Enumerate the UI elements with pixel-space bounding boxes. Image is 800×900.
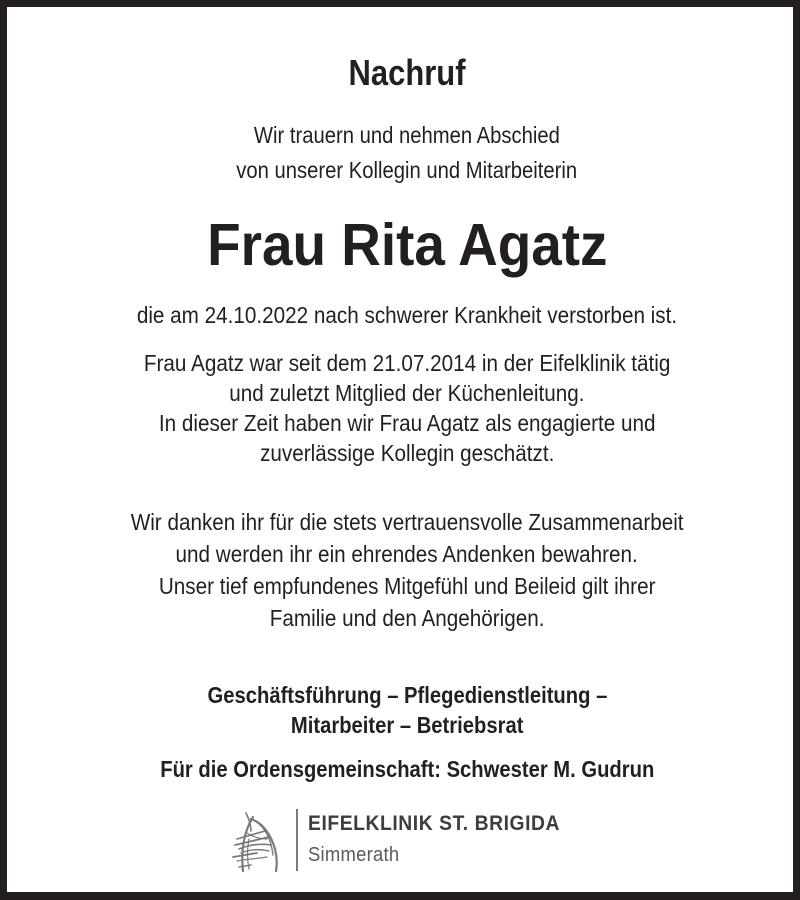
- signatories-line: [7, 680, 800, 710]
- clinic-logo: [229, 807, 589, 875]
- paragraph-2-line: [7, 571, 800, 601]
- order-signature: [7, 754, 800, 784]
- paragraph-2-line-1: Wir danken ihr für die stets vertrauensvolle Zusammenarbeit: [130, 509, 684, 535]
- paragraph-1-line-4: zuverlässige Kollegin geschätzt.: [259, 440, 555, 466]
- paragraph-1-line-2: und zuletzt Mitglied der Küchenleitung.: [229, 380, 585, 406]
- paragraph-1-line-3: In dieser Zeit haben wir Frau Agatz als engagierte und: [158, 410, 656, 436]
- intro-line: [7, 153, 800, 187]
- clinic-city-text: Simmerath: [308, 844, 400, 866]
- intro-line-1: Wir trauern und nehmen Abschied: [253, 122, 561, 148]
- intro-line: [7, 118, 800, 152]
- clinic-brand-text: EIFELKLINIK ST. BRIGIDA: [308, 812, 561, 835]
- death-date-text: die am 24.10.2022 nach schwerer Krankheit verstorben ist.: [136, 302, 678, 328]
- paragraph-2-line: [7, 507, 800, 537]
- signatories-line-2: Mitarbeiter – Betriebsrat: [290, 712, 524, 738]
- signatories-line: [7, 710, 800, 740]
- paragraph-1-line: [7, 378, 800, 408]
- paragraph-2-line: [7, 539, 800, 569]
- intro-line-2: von unserer Kollegin und Mitarbeiterin: [236, 157, 578, 183]
- clinic-brand-name: [308, 811, 582, 837]
- death-date-line: [7, 300, 800, 330]
- signatories-line-1: Geschäftsführung – Pflegedienstleitung –: [207, 682, 607, 708]
- notice-heading: [7, 51, 800, 95]
- paragraph-1-line: [7, 438, 800, 468]
- paragraph-1-line: [7, 348, 800, 378]
- heading-text: Nachruf: [348, 52, 466, 93]
- eifelklinik-arch-logo-icon: [229, 809, 285, 873]
- clinic-city: [308, 842, 407, 868]
- logo-divider: [296, 809, 298, 871]
- paragraph-2-line-4: Familie und den Angehörigen.: [269, 605, 545, 631]
- paragraph-1-line: [7, 408, 800, 438]
- paragraph-2-line-3: Unser tief empfundenes Mitgefühl und Beileid gilt ihrer: [158, 573, 656, 599]
- order-signature-text: Für die Ordensgemeinschaft: Schwester M. Gudrun: [159, 756, 655, 782]
- paragraph-2-line: [7, 603, 800, 633]
- paragraph-2-line-2: und werden ihr ein ehrendes Andenken bewahren.: [175, 541, 639, 567]
- paragraph-1-line-1: Frau Agatz war seit dem 21.07.2014 in der Eifelklinik tätig: [143, 350, 671, 376]
- deceased-name: [7, 210, 800, 280]
- deceased-name-text: Frau Rita Agatz: [206, 212, 608, 278]
